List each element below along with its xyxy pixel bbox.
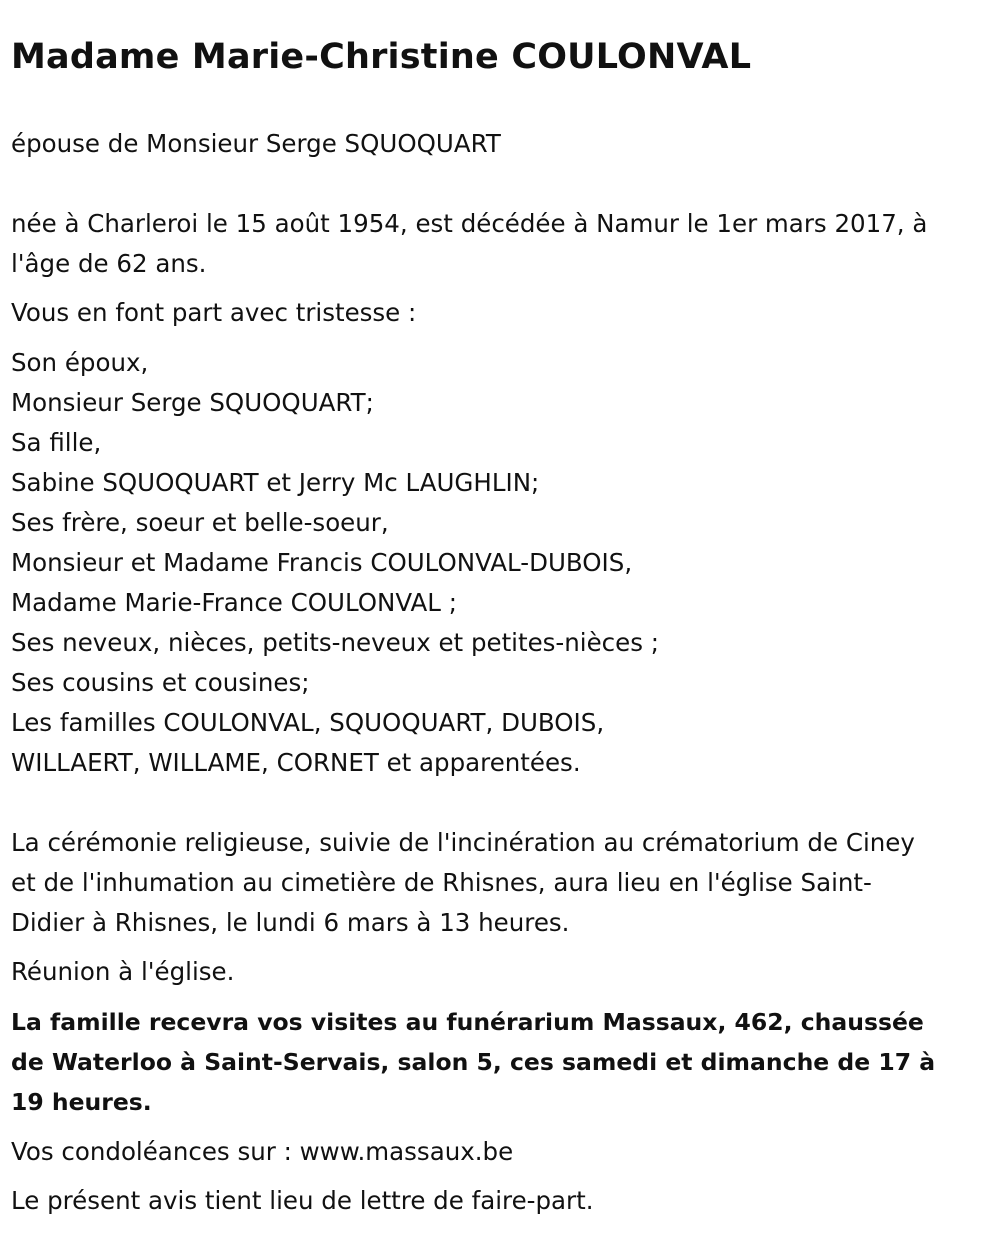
family-line: Ses cousins et cousines;: [11, 668, 310, 697]
family-intro: Vous en font part avec tristesse :: [11, 298, 417, 327]
family-line: Son époux,: [11, 348, 149, 377]
spouse-line: épouse de Monsieur Serge SQUOQUART: [11, 129, 501, 158]
family-line: Ses neveux, nièces, petits-neveux et petites-nièces ;: [11, 628, 660, 657]
family-line: Monsieur et Madame Francis COULONVAL-DUBOIS,: [11, 548, 633, 577]
closing-line: Le présent avis tient lieu de lettre de faire-part.: [11, 1186, 594, 1215]
family-line: Monsieur Serge SQUOQUART;: [11, 388, 374, 417]
family-line: Sa fille,: [11, 428, 102, 457]
family-line: Sabine SQUOQUART et Jerry Mc LAUGHLIN;: [11, 468, 540, 497]
reunion-line: Réunion à l'église.: [11, 957, 235, 986]
condolences-line: Vos condoléances sur : www.massaux.be: [11, 1137, 514, 1166]
birth-death-line-2: l'âge de 62 ans.: [11, 249, 207, 278]
birth-death-line-1: née à Charleroi le 15 août 1954, est décédée à Namur le 1er mars 2017, à: [11, 209, 928, 238]
family-line: Ses frère, soeur et belle-soeur,: [11, 508, 389, 537]
visits-line-2: de Waterloo à Saint-Servais, salon 5, ces samedi et dimanche de 17 à: [11, 1048, 936, 1076]
family-line: Madame Marie-France COULONVAL ;: [11, 588, 458, 617]
ceremony-line-2: et de l'inhumation au cimetière de Rhisnes, aura lieu en l'église Saint-: [11, 868, 872, 897]
ceremony-line-1: La cérémonie religieuse, suivie de l'incinération au crématorium de Ciney: [11, 828, 915, 857]
ceremony-line-3: Didier à Rhisnes, le lundi 6 mars à 13 heures.: [11, 908, 570, 937]
family-line: Les familles COULONVAL, SQUOQUART, DUBOIS,: [11, 708, 605, 737]
deceased-name-title: Madame Marie-Christine COULONVAL: [11, 37, 752, 77]
visits-line-1: La famille recevra vos visites au funérarium Massaux, 462, chaussée: [11, 1008, 924, 1036]
visits-line-3: 19 heures.: [11, 1088, 152, 1116]
family-line: WILLAERT, WILLAME, CORNET et apparentées.: [11, 748, 581, 777]
